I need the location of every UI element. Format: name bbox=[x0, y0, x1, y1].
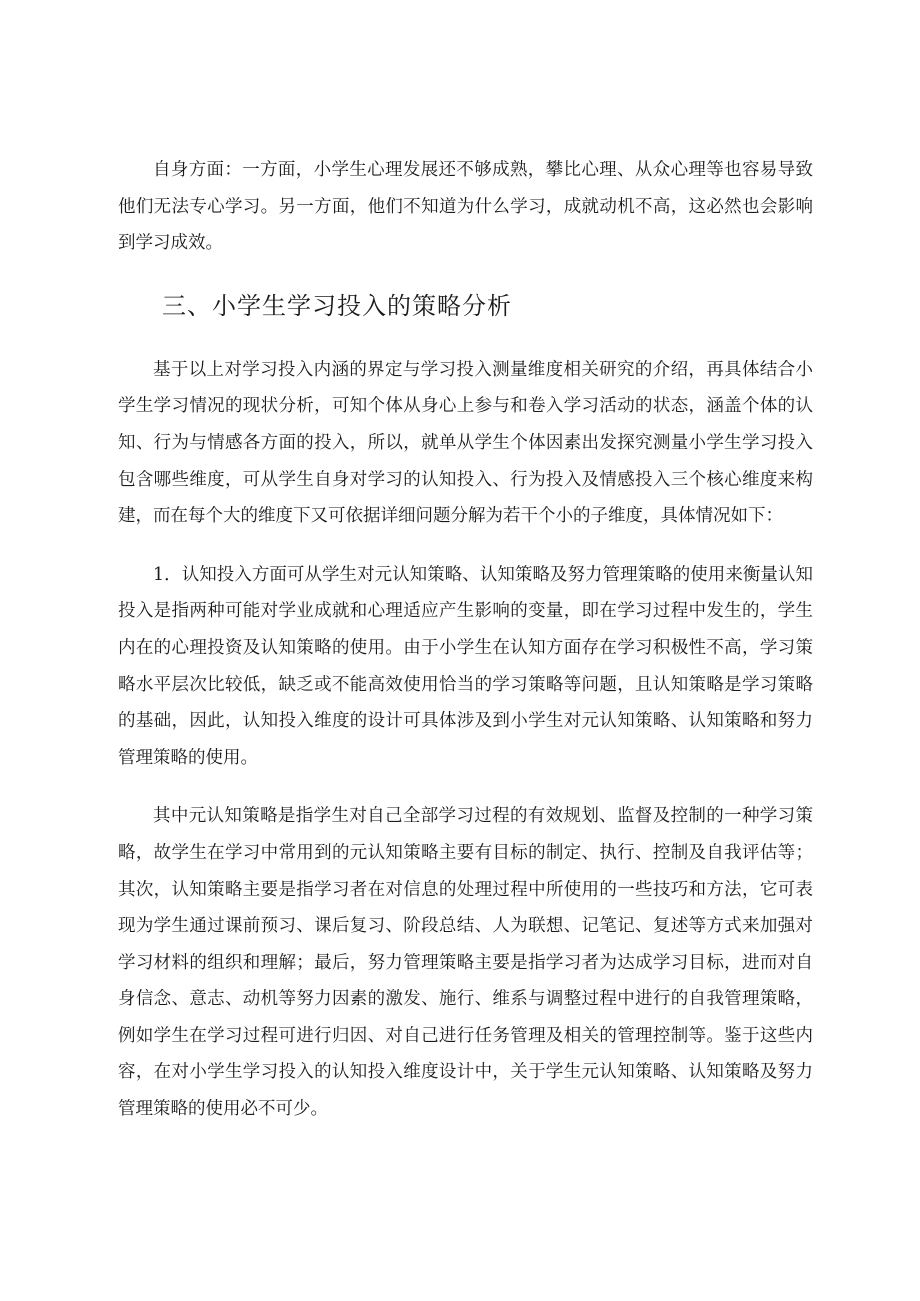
paragraph-self-aspect: 自身方面：一方面，小学生心理发展还不够成熟，攀比心理、从众心理等也容易导致他们无法专心学习。另一方面，他们不知道为什么学习，成就动机不高，这必然也会影响到学习成效。 bbox=[118, 160, 813, 254]
paragraph-intro: 基于以上对学习投入内涵的界定与学习投入测量维度相关研究的介绍，再具体结合小学生学习情况的现状分析，可知个体从身心上参与和卷入学习活动的状态，涵盖个体的认知、行为与情感各方面的投入，所以，就单从学生个体因素出发探究测量小学生学习投入包含哪些维度，可从学生自身对学习的认知投入、行为投入及情感投入三个核心维度来构建，而在每个大的维度下又可依据详细问题分解为若干个小的子维度，具体情况如下： bbox=[118, 359, 813, 527]
paragraph-metacognitive-strategy: 其中元认知策略是指学生对自己全部学习过程的有效规划、监督及控制的一种学习策略，故学生在学习中常用到的元认知策略主要有目标的制定、执行、控制及自我评估等；其次，认知策略主要是指学习者在对信息的处理过程中所使用的一些技巧和方法，它可表现为学生通过课前预习、课后复习、阶段总结、人为联想、记笔记、复述等方式来加强对学习材料的组织和理解；最后，努力管理策略主要是指学习者为达成学习目标，进而对自身信念、意志、动机等努力因素的激发、施行、维系与调整过程中进行的自我管理策略，例如学生在学习过程可进行归因、对自己进行任务管理及相关的管理控制等。鉴于这些内容，在对小学生学习投入的认知投入维度设计中，关于学生元认知策略、认知策略及努力管理策略的使用必不可少。 bbox=[118, 806, 813, 1120]
document-page bbox=[118, 152, 813, 1128]
section-heading: 三、小学生学习投入的策略分析 bbox=[162, 291, 512, 320]
paragraph-cognitive-investment: 1．认知投入方面可从学生对元认知策略、认知策略及努力管理策略的使用来衡量认知投入是指两种可能对学业成就和心理适应产生影响的变量，即在学习过程中发生的，学生内在的心理投资及认知策略的使用。由于小学生在认知方面存在学习积极性不高，学习策略水平层次比较低，缺乏或不能高效使用恰当的学习策略等问题，且认知策略是学习策略的基础，因此，认知投入维度的设计可具体涉及到小学生对元认知策略、认知策略和努力管理策略的使用。 bbox=[118, 564, 813, 768]
